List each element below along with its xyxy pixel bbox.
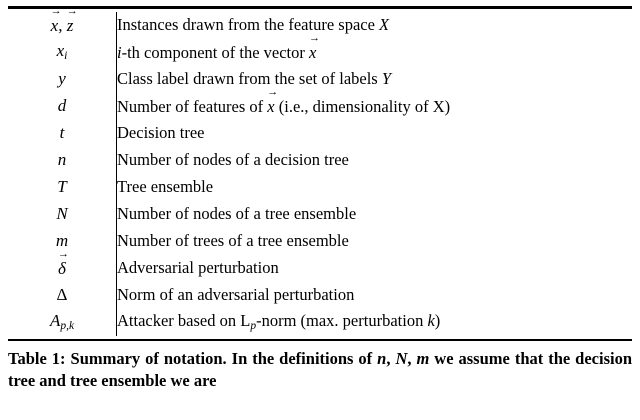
caption-symbol-m: m [416, 349, 430, 368]
table-row [8, 255, 632, 282]
arrow-accent-icon: → [50, 5, 62, 17]
table-row [8, 309, 632, 336]
definition-cell: Tree ensemble [117, 177, 214, 196]
symbol-y: y [58, 69, 66, 88]
definition-cell [117, 66, 633, 98]
symbol-cell [8, 174, 117, 201]
table-row [8, 174, 632, 201]
caption-label: Table 1: [8, 349, 71, 368]
symbol-A-p-k: $A_{p,k}$ [49, 311, 75, 333]
definition-text: Instances drawn from the feature space [117, 15, 380, 34]
table-row [8, 147, 632, 174]
symbol-cell [8, 282, 117, 309]
definition-cell: Adversarial perturbation [117, 258, 279, 277]
definition-text: Number of features of [117, 97, 268, 116]
symbol-cell [8, 93, 117, 120]
notation-table [8, 5, 632, 336]
table-top-rule [8, 6, 632, 9]
definition-cell [117, 32, 633, 66]
definition-cell: Number of nodes of a decision tree [117, 150, 349, 169]
arrow-accent-icon: → [309, 32, 320, 44]
definition-text: Class label drawn from the set of labels [117, 69, 382, 88]
vector-x-symbol: → x [50, 5, 62, 35]
table-row [8, 201, 632, 228]
vector-x-symbol: → x [267, 86, 279, 116]
table-row [8, 39, 632, 66]
symbol-cell [8, 39, 117, 66]
symbol-cell: → x, → z [8, 12, 117, 39]
definition-text: Attacker based on L [117, 311, 251, 331]
symbol-cell [8, 120, 117, 147]
definition-text: i-th component of the vector [117, 43, 309, 62]
definition-cell: Number of nodes of a tree ensemble [117, 204, 357, 223]
symbol-cell [8, 309, 117, 336]
definition-text-tail: (i.e., dimensionality of X) [274, 97, 451, 116]
caption-sep-1: , [386, 349, 396, 368]
table-row [8, 66, 632, 93]
definition-cell: Decision tree [117, 123, 205, 142]
table-caption [8, 348, 632, 392]
vector-z-symbol: → z [66, 5, 78, 35]
definition-cell [117, 309, 633, 336]
arrow-accent-icon: → [267, 86, 279, 98]
table-row [8, 93, 632, 120]
calligraphic-X: X [379, 15, 390, 34]
definition-cell [117, 12, 633, 44]
symbol-cell [8, 248, 117, 282]
table-row [8, 120, 632, 147]
caption-symbol-n: n [377, 349, 387, 368]
caption-symbol-N: N [395, 349, 408, 368]
symbol-Delta: Δ [56, 285, 68, 304]
symbol-N: N [56, 204, 68, 223]
table-row [8, 228, 632, 255]
symbol-d: d [57, 96, 67, 115]
arrow-accent-icon: → [58, 248, 70, 260]
definition-cell: Norm of an adversarial perturbation [117, 285, 355, 304]
subscript-p: p [250, 320, 257, 333]
symbol-m: m [55, 231, 69, 250]
arrow-accent-icon: → [66, 5, 78, 17]
table-row [8, 12, 632, 39]
calligraphic-Y: Y [381, 69, 392, 88]
symbol-n: n [57, 150, 67, 169]
table-bottom-rule [8, 339, 632, 342]
caption-text-second: we assume that the decision tree and tree ensemble we are [8, 349, 633, 390]
caption-sep-2: , [407, 349, 417, 368]
symbol-T: T [57, 177, 67, 196]
table-row [8, 282, 632, 309]
symbol-t: t [59, 123, 65, 142]
caption-text-first: Summary of notation. In the definitions of [70, 349, 378, 368]
symbol-cell [8, 147, 117, 174]
symbol-x-i: $x_i$ [56, 41, 68, 63]
vector-delta-symbol: → δ [58, 248, 70, 278]
definition-cell: Number of trees of a tree ensemble [117, 231, 349, 250]
symbol-cell [8, 66, 117, 93]
symbol-cell [8, 201, 117, 228]
vector-x-symbol: → x [309, 32, 320, 62]
table-body [8, 5, 632, 336]
definition-cell [117, 86, 633, 120]
definition-text-tail: -norm (max. perturbation k) [256, 311, 441, 331]
